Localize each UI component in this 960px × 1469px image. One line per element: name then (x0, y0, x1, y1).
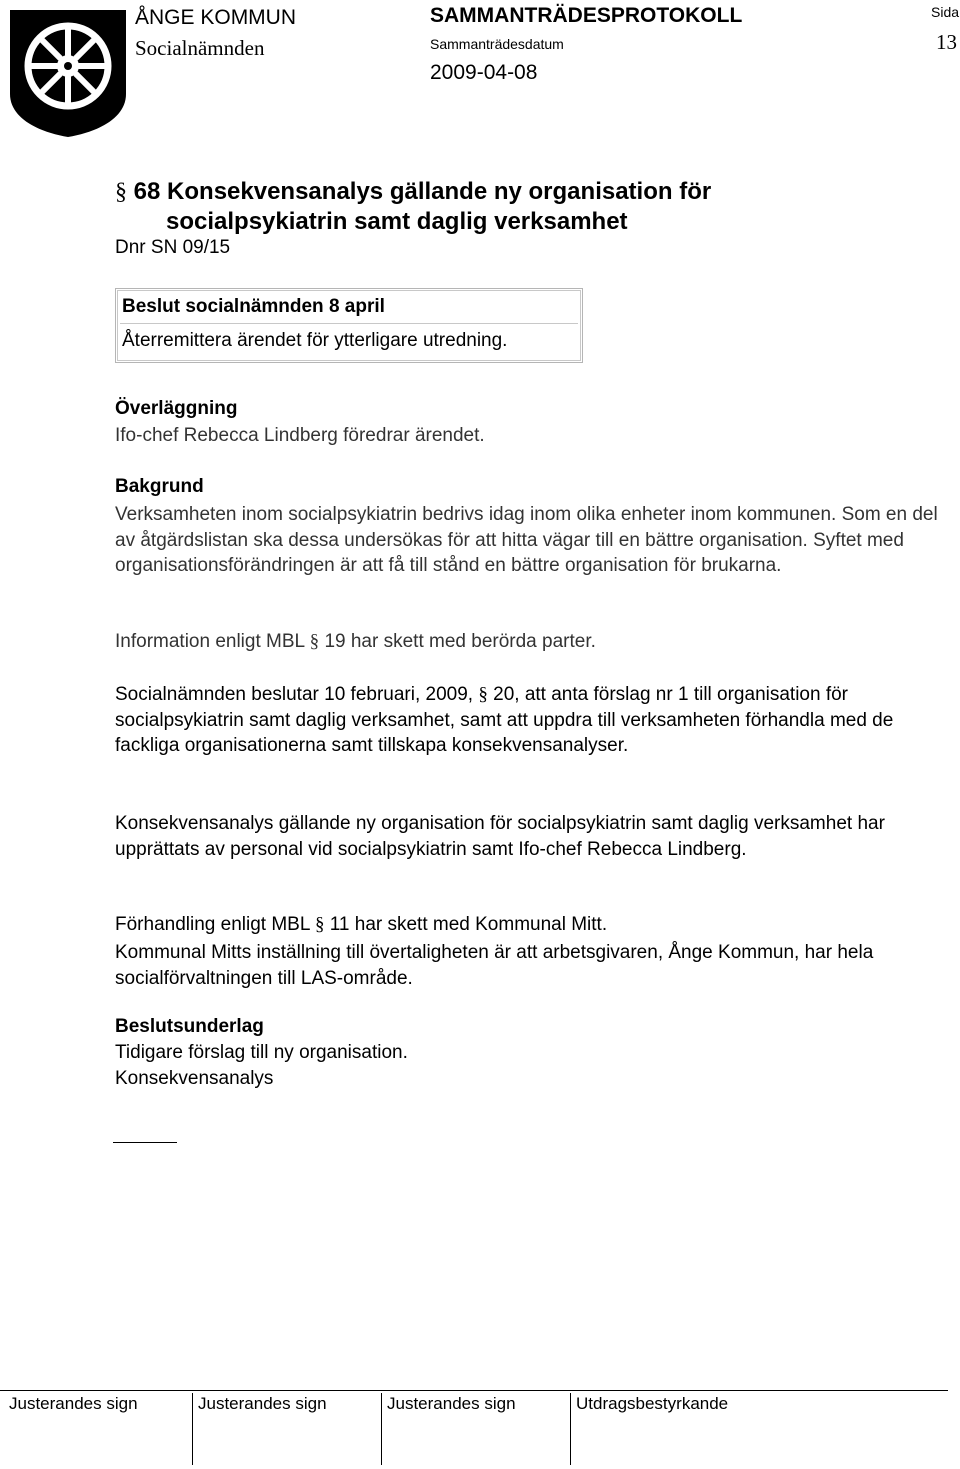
signature-cell-border (570, 1393, 571, 1465)
background-heading: Bakgrund (115, 476, 204, 497)
mbl19-text-before: Information enligt MBL (115, 631, 305, 652)
article-title (115, 177, 711, 237)
certification-label: Utdragsbestyrkande (576, 1394, 729, 1413)
decision-box (115, 288, 583, 363)
mbl11-text-after: 11 har skett med Kommunal Mitt. (329, 914, 608, 935)
end-rule (113, 1142, 177, 1143)
mbl11-text-before: Förhandling enligt MBL (115, 914, 310, 935)
deliberation-text: Ifo-chef Rebecca Lindberg föredrar ärendet. (115, 425, 485, 446)
title-line-1: 68 Konsekvensanalys gällande ny organisation för (133, 178, 712, 205)
signature-label: Justerandes sign (9, 1394, 138, 1413)
february-decision-before: Socialnämnden beslutar 10 februari, 2009, (115, 684, 474, 705)
february-decision-after: 20, att anta förslag nr 1 till organisation för socialpsykiatrin samt daglig verksamhet, samt att uppdra till verksamheten förhandla med de fackliga organisationerna samt tillskapa konsekvensanalyser. (115, 684, 894, 757)
footer-divider (0, 1390, 948, 1391)
section-symbol: § (478, 684, 488, 705)
signature-label: Justerandes sign (387, 1394, 516, 1413)
signature-cell-border (381, 1393, 382, 1465)
signature-label: Justerandes sign (198, 1394, 327, 1413)
section-symbol: § (314, 914, 325, 935)
meeting-date: 2009-04-08 (430, 61, 538, 84)
deliberation-heading: Överläggning (115, 398, 238, 419)
section-symbol: § (115, 179, 127, 205)
mbl19-information (115, 631, 596, 653)
mbl11-negotiation (115, 914, 607, 936)
case-number: Dnr SN 09/15 (115, 237, 231, 258)
background-text: Verksamheten inom socialpsykiatrin bedrivs idag inom olika enheter inom kommunen. Som en del av åtgärdslistan ska dessa undersökas för att hitta vägar till en bättre organisation. Syftet med organisationsförändringen är att få till stånd en bättre organisation för brukarna. (115, 504, 938, 577)
mbl19-text-after: 19 har skett med berörda parter. (324, 631, 596, 652)
analysis-text: Konsekvensanalys gällande ny organisation för socialpsykiatrin samt daglig verksamhet har upprättats av personal vid socialpsykiatrin samt Ifo-chef Rebecca Lindberg. (115, 813, 885, 860)
organization-name: ÅNGE KOMMUN (135, 6, 297, 29)
decision-divider (120, 323, 578, 324)
municipality-logo-icon (6, 6, 130, 140)
decision-basis-heading: Beslutsunderlag (115, 1016, 264, 1037)
signature-cell-border (192, 1393, 193, 1465)
union-position-text: Kommunal Mitts inställning till övertaligheten är att arbetsgivaren, Ånge Kommun, har hela socialförvaltningen till LAS-område. (115, 942, 874, 989)
title-line-2: socialpsykiatrin samt daglig verksamhet (166, 208, 628, 235)
section-symbol: § (309, 631, 320, 652)
meeting-date-label: Sammanträdesdatum (430, 36, 564, 52)
document-type: SAMMANTRÄDESPROTOKOLL (430, 4, 743, 27)
page-label: Sida (931, 4, 960, 20)
decision-text: Återremittera ärendet för ytterligare utredning. (122, 330, 508, 351)
decision-basis-item: Tidigare förslag till ny organisation. (115, 1042, 408, 1063)
decision-basis-item: Konsekvensanalys (115, 1068, 274, 1089)
department-name: Socialnämnden (135, 36, 265, 60)
decision-heading: Beslut socialnämnden 8 april (122, 296, 385, 317)
page-number: 13 (936, 30, 957, 54)
february-decision (115, 682, 950, 759)
